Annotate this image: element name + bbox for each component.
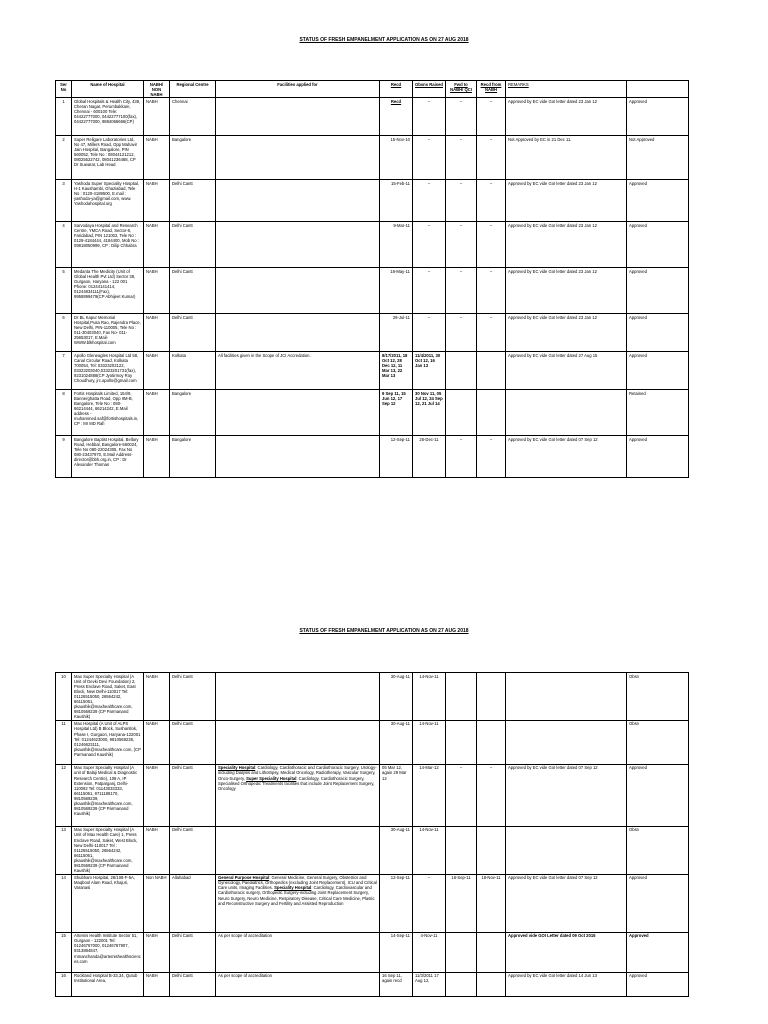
status-cell: Approved bbox=[627, 98, 689, 136]
obsns-cell: 14-Nov-11 bbox=[413, 673, 446, 721]
recd-cell: 18-May-11 bbox=[380, 268, 413, 314]
nabh-cell: NABH bbox=[144, 764, 170, 826]
facility-text: : Cardiology, Cardiovascular and Cardiothoracic surgery, Orthopedic Surgery-including Joint Replacement Surgery, Neuro Surgery, Neuro Medicine, Respiratory Disease, Critical Care Medicine, Plastic and Reconstructive Surgery and Fertility and Assisted Reproduction bbox=[218, 885, 375, 906]
hospital-name-cell: Shubham Hospital, 28/108-F-5A, Maqbool Alam Road, Khajuri, Varanasi bbox=[72, 874, 144, 932]
facility-text: Super Speciality Hospital bbox=[246, 775, 297, 781]
nabh-cell: NABH bbox=[144, 390, 170, 436]
recd-from-nabh-cell: – bbox=[477, 268, 506, 314]
nabh-cell: NABH bbox=[144, 720, 170, 764]
facilities-cell bbox=[216, 180, 380, 222]
remarks-cell bbox=[506, 826, 627, 874]
recd-cell: 12-Sep-11 bbox=[380, 436, 413, 478]
obsns-cell: 14-Mar-12 bbox=[413, 764, 446, 826]
recd-from-nabh-cell: – bbox=[477, 764, 506, 826]
remarks-cell: Approved by EC vide GoI letter dated 27 Aug 15 bbox=[506, 352, 627, 390]
hospital-name-cell: Global Hospitals & Health City, 439, Cheran Nagar, Perumbakkam, Chennai - 600100 Tele: 04422777000, 04422777100(fax), 04422777000, 9884066666(CP) bbox=[72, 98, 144, 136]
nabh-cell: NABH bbox=[144, 673, 170, 721]
recd-from-nabh-cell bbox=[477, 673, 506, 721]
nabh-cell: NABH bbox=[144, 932, 170, 972]
ser-no-cell: 6 bbox=[56, 314, 72, 352]
regional-centre-cell: Delhi Cantt bbox=[170, 826, 216, 874]
facilities-cell bbox=[216, 972, 380, 996]
recd-cell: 9 Sep 11, 15 Jun 12, 17 Sep 12 bbox=[380, 390, 413, 436]
facilities-cell bbox=[216, 390, 380, 436]
facilities-cell bbox=[216, 874, 380, 932]
recd-from-nabh-cell: – bbox=[477, 136, 506, 180]
fwd-nabh-cell bbox=[446, 932, 477, 972]
nabh-cell: NABH bbox=[144, 826, 170, 874]
recd-cell: 30-Aug-11 bbox=[380, 673, 413, 721]
hospital-name-cell: Sarvodaya Hospital and Research Centre, YMCA Road, Sector-8, Faridabad, PIN 121002, Tele No : 0129-4184444, 4184400, Mob No : 09818050999, CP : Dilip Chhabra bbox=[72, 222, 144, 268]
facility-text: Speciality Hospital bbox=[218, 765, 256, 771]
col-header: Obsns Raised bbox=[413, 81, 446, 98]
facilities-cell bbox=[216, 826, 380, 874]
remarks-cell: Approved by EC vide GoI letter dated 23 Jan 12 bbox=[506, 314, 627, 352]
remarks-cell: Approved by EC vide GoI letter dated 23 Jan 12 bbox=[506, 180, 627, 222]
recd-cell: 29-Jul-11 bbox=[380, 314, 413, 352]
ser-no-cell: 15 bbox=[56, 932, 72, 972]
remarks-cell: Approved by EC vide GoI letter dated 07 Sep 12 bbox=[506, 436, 627, 478]
recd-cell: 05 Mar 12, again 29 Mar 12 bbox=[380, 764, 413, 826]
status-cell: Approved bbox=[627, 314, 689, 352]
facilities-cell bbox=[216, 222, 380, 268]
table-row bbox=[56, 720, 689, 764]
status-cell: Approved bbox=[627, 268, 689, 314]
status-cell: Obsn bbox=[627, 720, 689, 764]
ser-no-cell: 8 bbox=[56, 390, 72, 436]
recd-from-nabh-cell bbox=[477, 720, 506, 764]
remarks-cell: Approved by EC vide GoI letter dated 23 Jan 12 bbox=[506, 98, 627, 136]
recd-cell: 16 Sep 11, again recd bbox=[380, 972, 413, 996]
table-row bbox=[56, 436, 689, 478]
hospital-name-cell: Yashoda Super Speciality Hospital, H-1 Kaushambi, Ghaziabad, Tele No : 0120-4189500, E.mail : yashoda-ya@gmail.com, www. Yashodahospital.org bbox=[72, 180, 144, 222]
ser-no-cell: 3 bbox=[56, 180, 72, 222]
page-title: STATUS OF FRESH EMPANELMENT APPLICATION AS ON 27 AUG 2018 bbox=[299, 628, 469, 634]
obsns-cell: – bbox=[413, 98, 446, 136]
nabh-cell: NABH bbox=[144, 436, 170, 478]
obsns-cell: 4-Nov-11 bbox=[413, 932, 446, 972]
facilities-cell bbox=[216, 720, 380, 764]
hospital-name-cell: Max Hospital (A Unit of ALPS Hospital Ltd) B Block, Sushantlok, Phase I, Gurgaon, Haryana-122001 Tel: 01244623000, 9810569238, 01246623111, pkaushik@maxhealthcare.com, (CP Parmanand Kaushik) bbox=[72, 720, 144, 764]
fwd-nabh-cell bbox=[446, 720, 477, 764]
hospital-name-cell: Medanta The Medicity (Unit of Global Health Pvt Ltd) Sector 38, Gurgaon, Haryana - 122 001 Phone: 01244141414, 01244834111(Fax), 9958899479(CP Abhijeet Kumar) bbox=[72, 268, 144, 314]
ser-no-cell: 1 bbox=[56, 98, 72, 136]
col-header: Regional Centre bbox=[170, 81, 216, 98]
remarks-cell bbox=[506, 720, 627, 764]
table-row bbox=[56, 136, 689, 180]
fwd-nabh-cell bbox=[446, 972, 477, 996]
obsns-cell: 14-Nov-11 bbox=[413, 720, 446, 764]
col-header: Name of Hospital bbox=[72, 81, 144, 98]
facilities-cell: All facilities given in the Scope of JCI Accredation. bbox=[216, 352, 380, 390]
nabh-cell: NABH bbox=[144, 136, 170, 180]
hospital-name-cell: Fortis Hospitals Limited, 154/9, Bannerghatta Road, Opp IIM-B, Bangalore, Tele No : 080- 66214444, 66214242, E.Mail address - muhammed.saf@fortishospitals.in, CP : Mr MD Rafi bbox=[72, 390, 144, 436]
table-row bbox=[56, 673, 689, 721]
fwd-nabh-cell bbox=[446, 673, 477, 721]
recd-from-nabh-cell: – bbox=[477, 222, 506, 268]
status-cell: Approved bbox=[627, 180, 689, 222]
obsns-cell: – bbox=[413, 268, 446, 314]
ser-no-cell: 9 bbox=[56, 436, 72, 478]
col-header bbox=[627, 81, 689, 98]
table-row bbox=[56, 826, 689, 874]
table-row bbox=[56, 352, 689, 390]
recd-cell: Recd bbox=[380, 98, 413, 136]
recd-cell: 15-Feb-11 bbox=[380, 180, 413, 222]
obsns-cell: 30 Nov 11, 05 Jul 12, 24 Sep 12, 21 Jul 14 bbox=[413, 390, 446, 436]
nabh-cell: NABH bbox=[144, 268, 170, 314]
table-row bbox=[56, 268, 689, 314]
hospital-name-cell: Max Super Specialty Hospital (A unit of Balaji Medical & Diagnostic Research Centre), 108 A, IP Extension, Patparganj, Delhi-110092 Tel: 01143033333, 66115061, 9711188170, 9810569239, pkaushik@maxhealthcare.com, 9810569239 (CP Parmanand Kaushik) bbox=[72, 764, 144, 826]
recd-from-nabh-cell: – bbox=[477, 180, 506, 222]
status-cell: Approved bbox=[627, 764, 689, 826]
table-row bbox=[56, 874, 689, 932]
page-title: STATUS OF FRESH EMPANELMENT APPLICATION AS ON 27 AUG 2018 bbox=[299, 37, 469, 43]
facilities-cell bbox=[216, 932, 380, 972]
table-row bbox=[56, 932, 689, 972]
status-cell: Approved bbox=[627, 222, 689, 268]
hospital-name-cell: Max Super Specialty Hospital (A Unit of Max Health Care) 1, Press Enclave Road, Saket, West Block, New Delhi-110017 Tel : 01126515050, 26564242, 66115061, pkaushik@maxhealthcare.com, 9810569239 (CP Parmanand Kaushik) bbox=[72, 826, 144, 874]
obsns-cell: – bbox=[413, 136, 446, 180]
obsns-cell: 14-Nov-11 bbox=[413, 826, 446, 874]
table-header-row bbox=[56, 81, 689, 98]
nabh-cell: NABH bbox=[144, 98, 170, 136]
hospital-name-cell: Super Religare Laboratories Ltd, No 47, Millers Road, Opp Mahavir Jain Hospital, Bangalore, PIN 560052, Tele No : 08044121212, 08025522742, 08041236488, CP Dr Suwarar, Lab Head bbox=[72, 136, 144, 180]
facility-text: As per scope of accreditation bbox=[218, 933, 273, 939]
regional-centre-cell: Allahabad bbox=[170, 874, 216, 932]
hospital-name-cell: Dr BL Kapur Memorial Hospital,Pusa Rao, Rajendra Place, New Delhi, PIN-110005, Tele No : 011-30403040, Fax No- 011-25653017, E.Mail- WWW.blkhospital.com bbox=[72, 314, 144, 352]
recd-from-nabh-cell: – bbox=[477, 314, 506, 352]
facilities-cell bbox=[216, 673, 380, 721]
remarks-cell: Approved by EC vide GoI letter dated 07 Sep 12 bbox=[506, 764, 627, 826]
remarks-cell bbox=[506, 390, 627, 436]
fwd-nabh-cell: – bbox=[446, 180, 477, 222]
recd-from-nabh-cell bbox=[477, 390, 506, 436]
recd-cell: 15-Nov-10 bbox=[380, 136, 413, 180]
hospital-name-cell: Max Super Specialty Hospital (A Unit of Devki Devi Foundation) 2, Press Enclave Road, Saket, East Block, New Delhi-110017 Tel: 01126515050, 26564242, 66115061, pkaushik@maxhealthcare.com, 9810569239 (CP Parmanand Kaushik) bbox=[72, 673, 144, 721]
regional-centre-cell: Delhi Cantt bbox=[170, 180, 216, 222]
recd-from-nabh-cell: – bbox=[477, 436, 506, 478]
status-cell: Obsn bbox=[627, 673, 689, 721]
status-cell: Retained bbox=[627, 390, 689, 436]
facility-text: Speciality Hospital bbox=[274, 885, 312, 891]
recd-from-nabh-cell: 18-Nov-11 bbox=[477, 874, 506, 932]
fwd-nabh-cell: – bbox=[446, 314, 477, 352]
col-header: Recd bbox=[380, 81, 413, 98]
table-row bbox=[56, 972, 689, 996]
table-row bbox=[56, 390, 689, 436]
ser-no-cell: 12 bbox=[56, 764, 72, 826]
table-row bbox=[56, 764, 689, 826]
recd-cell: 30-Aug-11 bbox=[380, 826, 413, 874]
ser-no-cell: 13 bbox=[56, 826, 72, 874]
remarks-cell: Approved by EC vide GoI letter dated 07 Sep 12 bbox=[506, 874, 627, 932]
status-cell: Obsn bbox=[627, 826, 689, 874]
ser-no-cell: 2 bbox=[56, 136, 72, 180]
fwd-nabh-cell bbox=[446, 390, 477, 436]
regional-centre-cell: Delhi Cantt bbox=[170, 764, 216, 826]
ser-no-cell: 7 bbox=[56, 352, 72, 390]
recd-cell: 8/17/2011, 18 Oct 12, 28 Dec 12, 11 Mar 13, 22 Mar 13 bbox=[380, 352, 413, 390]
facility-text: : Cardiology, Cardiothoracic and Cardiothoracic Surgery, Urology-including Dialysis and Lithotripsy, Medical Oncology, Radiotherapy, Vascular Surgery, Onco-Surgery, bbox=[218, 765, 377, 781]
nabh-cell: Non NABH bbox=[144, 874, 170, 932]
status-cell: Not Approved bbox=[627, 136, 689, 180]
regional-centre-cell: Delhi Cantt bbox=[170, 972, 216, 996]
recd-cell: 30-Aug-11 bbox=[380, 720, 413, 764]
nabh-cell: NABH bbox=[144, 180, 170, 222]
facility-text: As per scope of accreditation bbox=[218, 973, 273, 979]
recd-from-nabh-cell bbox=[477, 352, 506, 390]
regional-centre-cell: Kolkata bbox=[170, 352, 216, 390]
obsns-cell: – bbox=[413, 874, 446, 932]
empanelment-table-page1 bbox=[55, 80, 689, 478]
ser-no-cell: 10 bbox=[56, 673, 72, 721]
remarks-cell: Approved by EC vide GoI letter dated 14 Jun 13 bbox=[506, 972, 627, 996]
empanelment-table-page2 bbox=[55, 672, 689, 997]
recd-from-nabh-cell bbox=[477, 826, 506, 874]
nabh-cell: NABH bbox=[144, 972, 170, 996]
remarks-cell: Approved vide GOI Letter dated 09 Oct 2015 bbox=[506, 932, 627, 972]
facility-text: : General Medicine, General Surgery, Obstetrics and Gynecology, Paediatrics, Orthopedics (excluding Joint Replacement), ICU and Critical Care units, Imaging Facilities. bbox=[218, 875, 377, 891]
regional-centre-cell: Delhi Cantt bbox=[170, 314, 216, 352]
col-header: REMARKS bbox=[506, 81, 627, 98]
col-header: Fwd to NABH/ QCI bbox=[446, 81, 477, 98]
ser-no-cell: 11 bbox=[56, 720, 72, 764]
recd-from-nabh-cell bbox=[477, 932, 506, 972]
remarks-cell: Approved by EC vide GoI letter dated 23 Jan 12 bbox=[506, 268, 627, 314]
regional-centre-cell: Delhi Cantt bbox=[170, 222, 216, 268]
regional-centre-cell: Bangalore bbox=[170, 136, 216, 180]
status-cell: Approved bbox=[627, 972, 689, 996]
status-cell: Approved bbox=[627, 436, 689, 478]
recd-cell: 14-Sep-11 bbox=[380, 932, 413, 972]
ser-no-cell: 4 bbox=[56, 222, 72, 268]
obsns-cell: – bbox=[413, 314, 446, 352]
recd-cell: 9-Mar-11 bbox=[380, 222, 413, 268]
fwd-nabh-cell: 16-Sep-11 bbox=[446, 874, 477, 932]
fwd-nabh-cell: – bbox=[446, 436, 477, 478]
fwd-nabh-cell: – bbox=[446, 98, 477, 136]
fwd-nabh-cell bbox=[446, 826, 477, 874]
obsns-cell: – bbox=[413, 222, 446, 268]
remarks-cell: Not Approved by EC in 21 Dec 11. bbox=[506, 136, 627, 180]
status-cell: Approved bbox=[627, 932, 689, 972]
status-cell: Approved bbox=[627, 874, 689, 932]
facilities-cell bbox=[216, 136, 380, 180]
regional-centre-cell: Delhi Cantt bbox=[170, 932, 216, 972]
ser-no-cell: 16 bbox=[56, 972, 72, 996]
table-row bbox=[56, 180, 689, 222]
recd-from-nabh-cell: – bbox=[477, 98, 506, 136]
regional-centre-cell: Delhi Cantt bbox=[170, 673, 216, 721]
fwd-nabh-cell: – bbox=[446, 222, 477, 268]
facilities-cell bbox=[216, 436, 380, 478]
table-row bbox=[56, 98, 689, 136]
facilities-cell bbox=[216, 268, 380, 314]
hospital-name-cell: Artemis Health Institute Sector 51, Gurgaon - 122001 Tel: 01246767000, 01246767907, 9313884847, rnmanchanda@artemishealthsciences.com bbox=[72, 932, 144, 972]
remarks-cell: Approved by EC vide GoI letter dated 23 Jan 12 bbox=[506, 222, 627, 268]
regional-centre-cell: Delhi Cantt bbox=[170, 720, 216, 764]
regional-centre-cell: Chennai bbox=[170, 98, 216, 136]
fwd-nabh-cell: – bbox=[446, 764, 477, 826]
col-header: Facilities applied for bbox=[216, 81, 380, 98]
recd-cell: 12-Sep-11 bbox=[380, 874, 413, 932]
ser-no-cell: 5 bbox=[56, 268, 72, 314]
fwd-nabh-cell: – bbox=[446, 268, 477, 314]
status-cell: Approved bbox=[627, 352, 689, 390]
obsns-cell: 11/4/2011, 30 Oct 12, 16 Jan 13 bbox=[413, 352, 446, 390]
obsns-cell: 11/3/2011 17 Aug 12, bbox=[413, 972, 446, 996]
table-row bbox=[56, 222, 689, 268]
hospital-name-cell: Apollo Gleneagles Hospital Ltd 58, Canal Circular Road, Kolkata 700054, Tel: 03323202122, 03323203040,03323201731(fax), 9231024888(CP Jyotirmoy Roy Choudhury, jrc.apollo@gmail.com bbox=[72, 352, 144, 390]
col-header: Recd from NABH bbox=[477, 81, 506, 98]
obsns-cell: – bbox=[413, 180, 446, 222]
regional-centre-cell: Bangalore bbox=[170, 436, 216, 478]
regional-centre-cell: Delhi Cantt bbox=[170, 268, 216, 314]
facilities-cell bbox=[216, 98, 380, 136]
col-header: NABH/ NON NABH bbox=[144, 81, 170, 98]
nabh-cell: NABH bbox=[144, 222, 170, 268]
col-header: Ser No bbox=[56, 81, 72, 98]
obsns-cell: 25-Dec-11 bbox=[413, 436, 446, 478]
ser-no-cell: 14 bbox=[56, 874, 72, 932]
facilities-cell bbox=[216, 314, 380, 352]
nabh-cell: NABH bbox=[144, 314, 170, 352]
hospital-name-cell: Bangalore Baptist Hospital, Bellary Road, Hebbal, Bangalore-560024, Tele No 080-22024305, Fax No 080-23437970, E.Mail Address- director@bbh.org.in, CP : Dr Alexander Thomas bbox=[72, 436, 144, 478]
facility-text: General Purpose Hospital bbox=[218, 875, 270, 881]
regional-centre-cell: Bangalore bbox=[170, 390, 216, 436]
fwd-nabh-cell bbox=[446, 352, 477, 390]
fwd-nabh-cell: – bbox=[446, 136, 477, 180]
hospital-name-cell: Rockland Hospital B-33,34, Qutub Institutional Area, bbox=[72, 972, 144, 996]
nabh-cell: NABH bbox=[144, 352, 170, 390]
facility-text: : Cardiology, Cardiothoracic Surgery, Specialised Orthopedic Treatments facilities that include Joint Replacement Surgery, Oncology bbox=[218, 775, 375, 791]
recd-from-nabh-cell bbox=[477, 972, 506, 996]
table-row bbox=[56, 314, 689, 352]
remarks-cell bbox=[506, 673, 627, 721]
facilities-cell bbox=[216, 764, 380, 826]
